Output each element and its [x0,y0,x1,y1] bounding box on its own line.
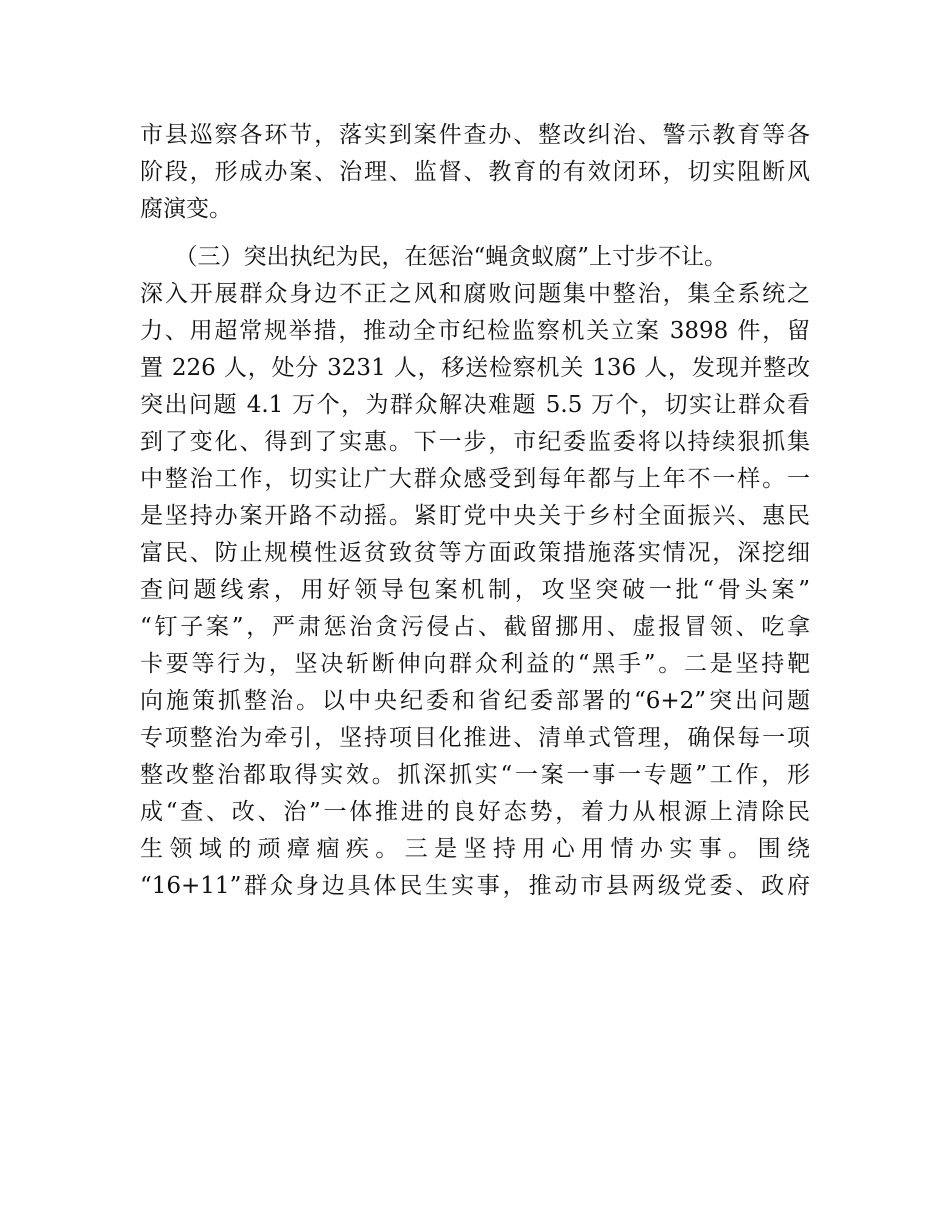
text-line: 富民、防止规模性返贫致贫等方面政策措施落实情况，深挖细 [140,540,810,566]
text-line: 力、用超常规举措，推动全市纪检监察机关立案 3898 件，留 [140,318,810,344]
document-body [140,117,810,905]
text-line: （三）突出执纪为民，在惩治“蝇贪蚁腐”上寸步不让。 [140,244,728,270]
text-line: 生领域的顽瘴痼疾。三是坚持用心用情办实事。围绕 [140,836,810,862]
text-line: 中整治工作，切实让广大群众感受到每年都与上年不一样。一 [140,466,810,492]
text-line: 卡要等行为，坚决斩断伸向群众利益的“黑手”。二是坚持靶 [140,651,810,677]
text-line: 是坚持办案开路不动摇。紧盯党中央关于乡村全面振兴、惠民 [140,503,810,529]
paragraph-2 [140,239,810,905]
paragraph-1 [140,117,810,228]
text-line: 专项整治为牵引，坚持项目化推进、清单式管理，确保每一项 [140,725,810,751]
text-line: 整改整治都取得实效。抓深抓实“一案一事一专题”工作，形 [140,762,810,788]
text-line: 向施策抓整治。以中央纪委和省纪委部署的“6+2”突出问题 [140,688,810,714]
text-line: “16+11”群众身边具体民生实事，推动市县两级党委、政府 [140,873,810,899]
text-line: 查问题线索，用好领导包案机制，攻坚突破一批“骨头案” [140,577,810,603]
text-line: 突出问题 4.1 万个，为群众解决难题 5.5 万个，切实让群众看 [140,392,810,418]
text-line: 到了变化、得到了实惠。下一步，市纪委监委将以持续狠抓集 [140,429,810,455]
text-line: 置 226 人，处分 3231 人，移送检察机关 136 人，发现并整改 [140,355,810,381]
text-line: 成“查、改、治”一体推进的良好态势，着力从根源上清除民 [140,799,810,825]
text-line: 深入开展群众身边不正之风和腐败问题集中整治，集全系统之 [140,281,810,307]
text-line: 阶段，形成办案、治理、监督、教育的有效闭环，切实阻断风 [140,159,810,185]
text-line: 腐演变。 [140,196,232,222]
text-line: “钉子案”，严肃惩治贪污侵占、截留挪用、虚报冒领、吃拿 [140,614,810,640]
text-line: 市县巡察各环节，落实到案件查办、整改纠治、警示教育等各 [140,122,810,148]
